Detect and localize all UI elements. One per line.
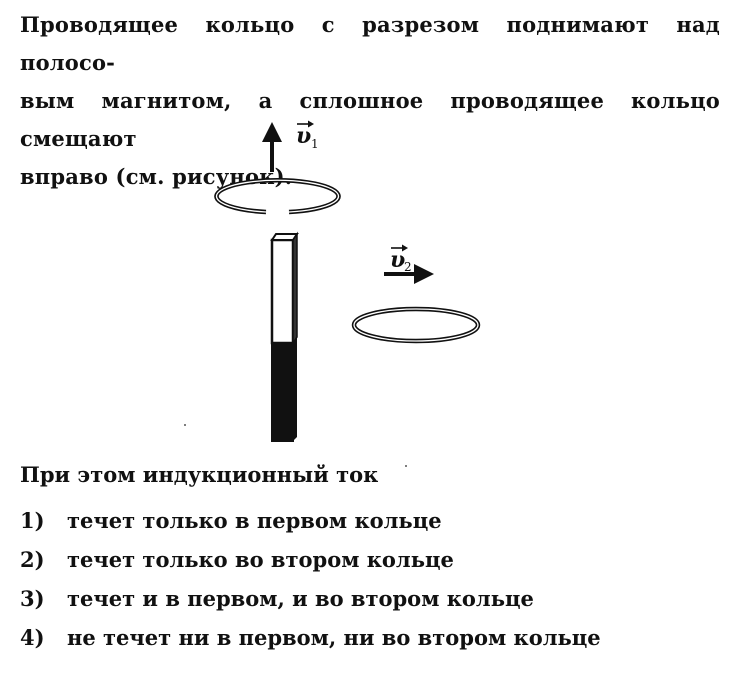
- answer-option-3: [20, 586, 601, 625]
- option-number: 2): [20, 547, 45, 572]
- question-text: При этом индукционный ток: [20, 462, 379, 487]
- answer-option-4: [20, 625, 601, 664]
- solid-ring: [354, 309, 478, 341]
- velocity-arrow-up-icon: [262, 122, 282, 172]
- v1-symbol: υ: [296, 123, 312, 149]
- intro-line-3: вправо (см. рисунок).: [20, 164, 293, 189]
- option-text: течет только в первом кольце: [67, 508, 442, 533]
- v1-label: [296, 121, 319, 152]
- v2-symbol: υ: [390, 247, 406, 273]
- option-number: 4): [20, 625, 45, 650]
- magnet-black-pole: [272, 343, 293, 441]
- v2-subscript: 2: [404, 260, 412, 274]
- option-text: течет и в первом, и во втором кольце: [67, 586, 534, 611]
- answer-option-2: [20, 547, 601, 586]
- magnet-white-pole: [272, 240, 293, 343]
- bar-magnet: [272, 234, 297, 441]
- v2-label: [390, 245, 412, 275]
- option-number: 3): [20, 586, 45, 611]
- v1-subscript: 1: [311, 137, 319, 151]
- option-number: 1): [20, 508, 45, 533]
- answer-options: [20, 508, 601, 664]
- answer-option-1: [20, 508, 601, 547]
- split-ring: [216, 180, 338, 212]
- option-text: течет только во втором кольце: [67, 547, 454, 572]
- option-text: не течет ни в первом, ни во втором кольце: [67, 625, 601, 650]
- intro-line-2: вым магнитом, а сплошное проводящее кольцо смещают: [20, 88, 720, 151]
- intro-line-1: Проводящее кольцо с разрезом поднимают над полосо-: [20, 12, 720, 75]
